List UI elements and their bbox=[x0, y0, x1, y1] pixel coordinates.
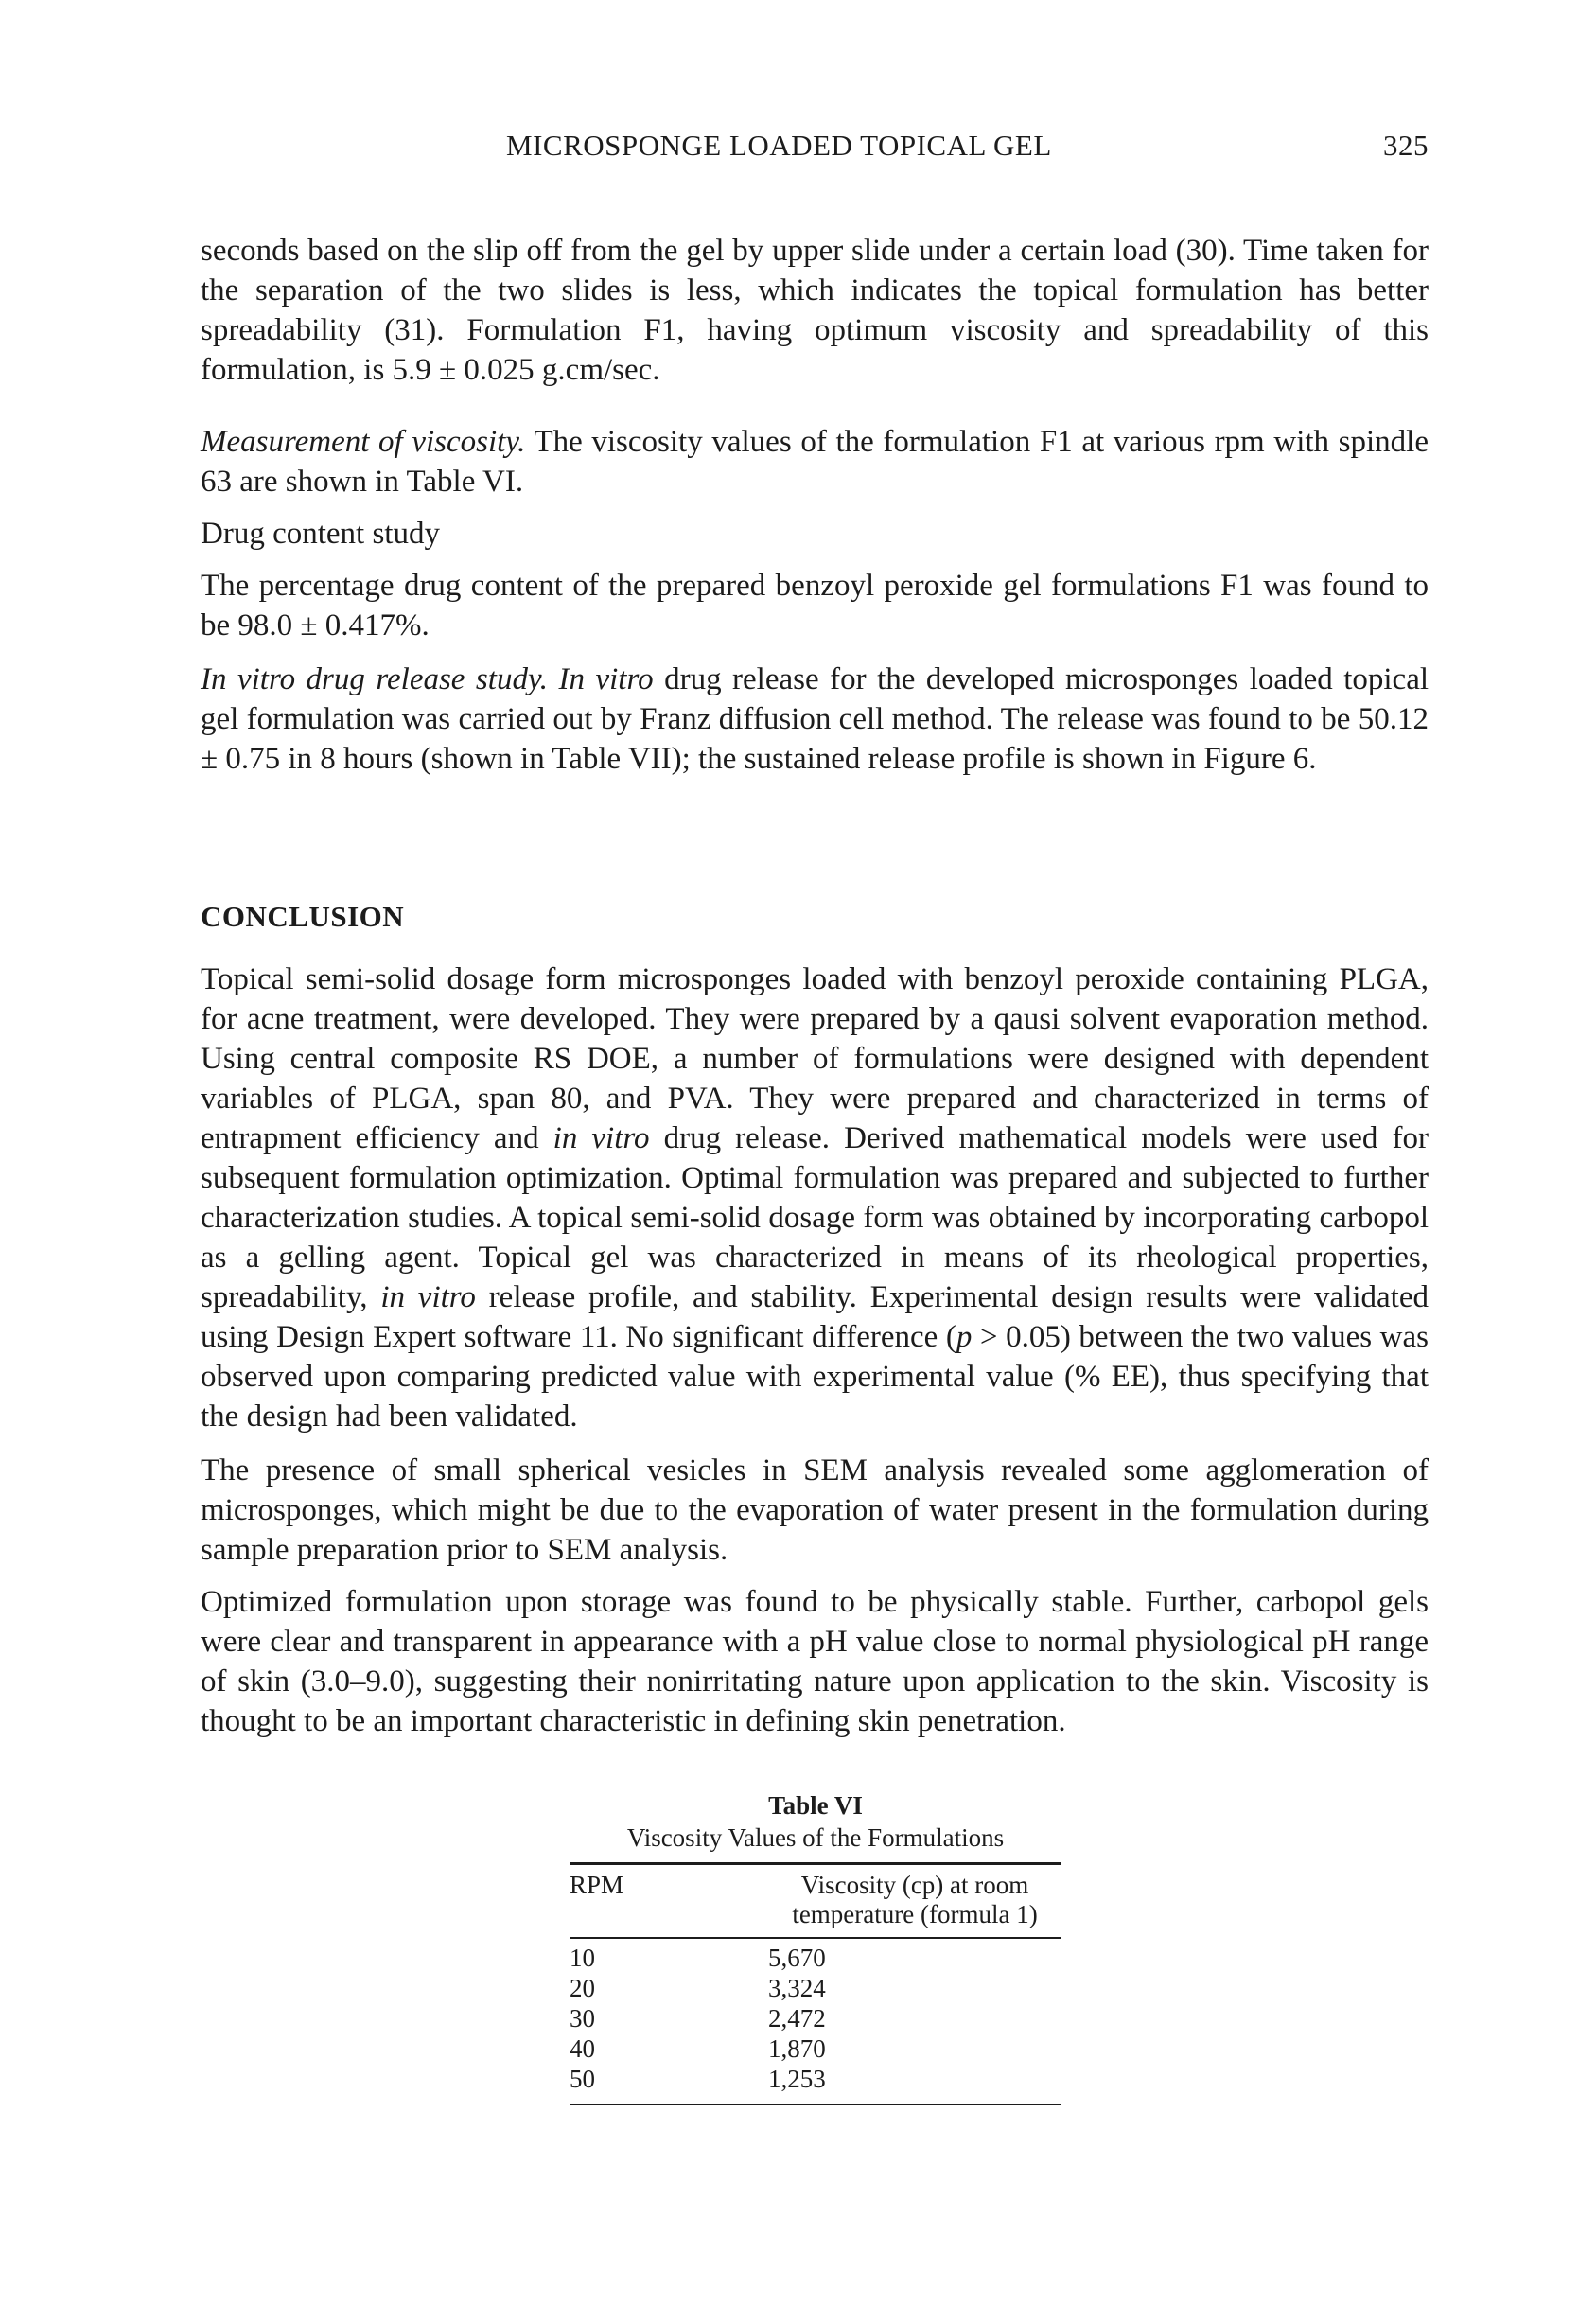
conclusion-paragraph-3: Optimized formulation upon storage was found to be physically stable. Further, carbopol gels were clear and transparent in appearance with a pH value close to normal physiological pH range of skin (3.0–9.0), suggesting their nonirritating nature upon application to the skin. Viscosity is thought to be an important characteristic in defining skin penetration. bbox=[201, 1585, 1429, 1738]
table-cell-rpm: 20 bbox=[570, 1974, 595, 2002]
conclusion-em-1: in vitro bbox=[552, 1121, 650, 1155]
in-vitro-paragraph bbox=[201, 660, 1429, 779]
in-vitro-lead: In vitro drug release study. bbox=[201, 662, 549, 696]
conclusion-text-d: > 0.05) between the two values was observed upon comparing predicted value with experimental value (% EE), thus specifying that the design had been validated. bbox=[201, 1320, 1429, 1434]
conclusion-heading: CONCLUSION bbox=[201, 900, 405, 933]
table-label: Table VI bbox=[768, 1791, 863, 1820]
table-row bbox=[570, 1938, 1061, 1973]
conclusion-text-a: Topical semi-solid dosage form microsponges loaded with benzoyl peroxide containing PLGA, for acne treatment, were developed. They were prepared by a qausi solvent evaporation method. Using central composite RS DOE, a number of formulations were designed with dependent variables of PLGA, span 80, and PVA. They were prepared and characterized in terms of entrapment efficiency and bbox=[201, 962, 1429, 1155]
conclusion-paragraph-1 bbox=[201, 959, 1429, 1436]
conclusion-em-2: in vitro bbox=[380, 1280, 476, 1314]
drug-content-paragraph: The percentage drug content of the prepared benzoyl peroxide gel formulations F1 was found to be 98.0 ± 0.417%. bbox=[201, 569, 1429, 643]
table-row bbox=[570, 2064, 1061, 2104]
table-cell-viscosity: 3,324 bbox=[768, 1974, 826, 2002]
table-body bbox=[570, 1938, 1061, 2104]
table-caption: Viscosity Values of the Formulations bbox=[626, 1823, 1005, 1852]
table-header-viscosity: Viscosity (cp) at room temperature (formula 1) bbox=[792, 1871, 1038, 1928]
table-cell-rpm: 50 bbox=[570, 2065, 595, 2093]
viscosity-paragraph bbox=[201, 422, 1429, 502]
in-vitro-em: In vitro bbox=[558, 662, 654, 696]
table-cell-rpm: 10 bbox=[570, 1944, 595, 1972]
conclusion-paragraph-2: The presence of small spherical vesicles in SEM analysis revealed some agglomeration of microsponges, which might be due to the evaporation of water present in the formulation during sample preparation prior to SEM analysis. bbox=[201, 1453, 1429, 1567]
conclusion-em-3: p bbox=[956, 1320, 973, 1354]
viscosity-lead: Measurement of viscosity. bbox=[201, 425, 526, 459]
table-cell-viscosity: 1,253 bbox=[768, 2065, 826, 2093]
table-header-rpm: RPM bbox=[570, 1871, 624, 1899]
table-vi bbox=[570, 1790, 1061, 2105]
viscosity-table bbox=[570, 1862, 1061, 2105]
table-cell-rpm: 40 bbox=[570, 2034, 595, 2063]
conclusion-text-c: release profile, and stability. Experimental design results were validated using Design Expert software 11. No significant difference ( bbox=[201, 1280, 1429, 1354]
table-row bbox=[570, 2033, 1061, 2064]
conclusion-text-b: drug release. Derived mathematical models were used for subsequent formulation optimization. Optimal formulation was prepared and subjected to further characterization studies. A topical semi-solid dosage form was obtained by incorporating carbopol as a gelling agent. Topical gel was characterized in means of its rheological properties, spreadability, bbox=[201, 1121, 1429, 1314]
page-number: 325 bbox=[1383, 129, 1429, 162]
running-header bbox=[201, 129, 1429, 170]
table-cell-viscosity: 1,870 bbox=[768, 2034, 826, 2063]
table-row bbox=[570, 1973, 1061, 2003]
table-cell-viscosity: 2,472 bbox=[768, 2004, 826, 2033]
spreadability-paragraph: seconds based on the slip off from the gel by upper slide under a certain load (30). Time taken for the separation of the two slides is less, which indicates the topical formulation has better spreadability (31). Formulation F1, having optimum viscosity and spreadability of this formulation, is 5.9 ± 0.025 g.cm/sec. bbox=[201, 234, 1429, 387]
running-title: MICROSPONGE LOADED TOPICAL GEL bbox=[506, 129, 1052, 162]
table-cell-rpm: 30 bbox=[570, 2004, 595, 2033]
drug-content-heading: Drug content study bbox=[201, 517, 440, 551]
in-vitro-text: drug release for the developed microsponges loaded topical gel formulation was carried out by Franz diffusion cell method. The release was found to be 50.12 ± 0.75 in 8 hours (shown in Table VII); the sustained release profile is shown in Figure 6. bbox=[201, 662, 1429, 776]
table-header-row bbox=[570, 1864, 1061, 1939]
table-row bbox=[570, 2003, 1061, 2033]
table-cell-viscosity: 5,670 bbox=[768, 1944, 826, 1972]
viscosity-text: The viscosity values of the formulation F1 at various rpm with spindle 63 are shown in Table VI. bbox=[201, 425, 1429, 499]
